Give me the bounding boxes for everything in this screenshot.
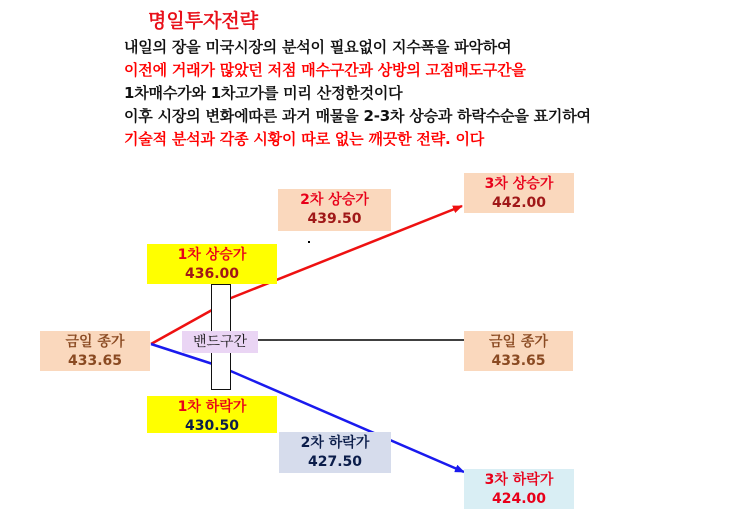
close-right-label: 금일 종가 xyxy=(489,334,548,350)
fall3-value: 424.00 xyxy=(491,491,547,507)
strategy-line-3: 1차매수가와 1차고가를 미리 산정한것이다 xyxy=(124,84,403,102)
fall1-label: 1차 하락가 xyxy=(177,399,247,415)
band-label: 밴드구간 xyxy=(182,331,258,353)
dot-marker xyxy=(308,241,310,243)
fall1-value: 430.50 xyxy=(184,418,240,434)
rise3-label: 3차 상승가 xyxy=(484,176,554,192)
fall2-label: 2차 하락가 xyxy=(300,435,370,451)
fall3-label: 3차 하락가 xyxy=(484,472,554,488)
fall3-box xyxy=(464,469,574,509)
close-left-label: 금일 종가 xyxy=(65,334,125,350)
fall2-box xyxy=(279,432,391,473)
rise3-box xyxy=(464,173,574,213)
rise2-box xyxy=(278,189,391,231)
rise2-label: 2차 상승가 xyxy=(300,192,369,208)
close-right-box xyxy=(464,331,573,371)
strategy-line-1: 내일의 장을 미국시장의 분석이 필요없이 지수폭을 파악하여 xyxy=(124,38,512,56)
strategy-line-5: 기술적 분석과 각종 시황이 따로 없는 깨끗한 전략. 이다 xyxy=(124,130,485,148)
close-left-value: 433.65 xyxy=(67,353,123,369)
page-title: 명일투자전략 xyxy=(148,10,259,32)
rise1-label: 1차 상승가 xyxy=(177,247,247,263)
rise1-box xyxy=(147,244,277,284)
fall1-box xyxy=(147,396,277,433)
strategy-line-4: 이후 시장의 변화에따른 과거 매물을 2-3차 상승과 하락수순을 표기하여 xyxy=(124,107,591,125)
rise2-value: 439.50 xyxy=(307,211,362,227)
close-right-value: 433.65 xyxy=(491,353,546,369)
rise1-value: 436.00 xyxy=(184,266,240,282)
close-left-box xyxy=(40,331,150,371)
strategy-line-2: 이전에 거래가 많았던 저점 매수구간과 상방의 고점매도구간을 xyxy=(124,61,526,79)
fall2-value: 427.50 xyxy=(307,454,363,470)
rise3-value: 442.00 xyxy=(491,195,547,211)
